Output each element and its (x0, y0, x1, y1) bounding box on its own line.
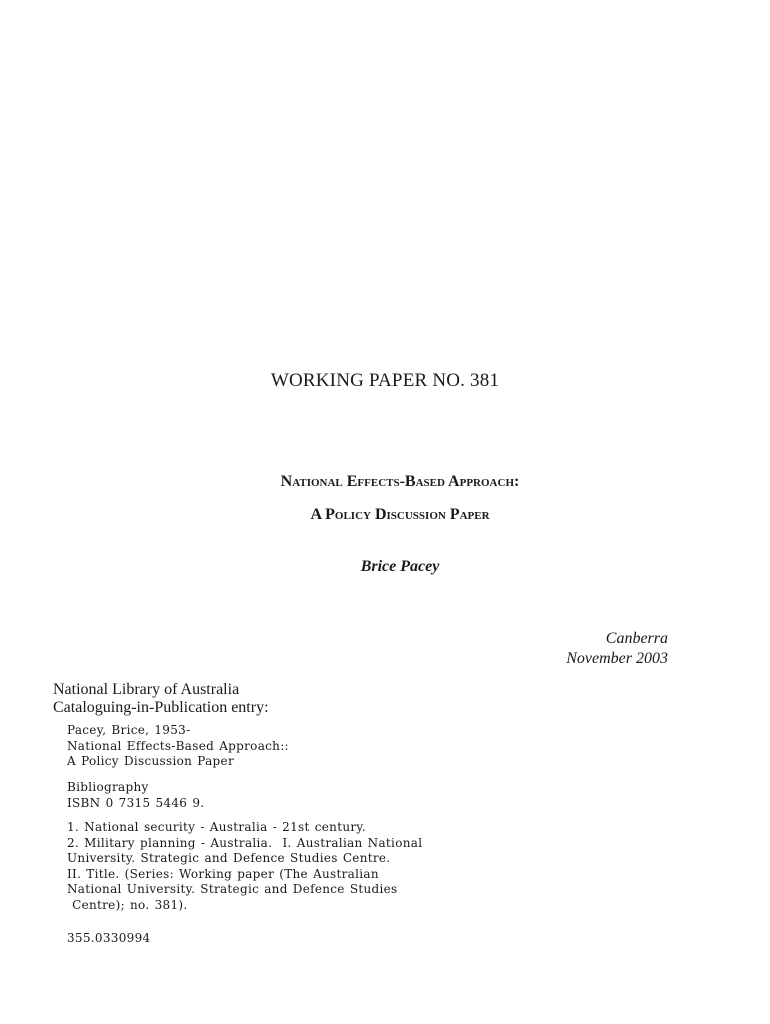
title-line-1: National Effects-Based Approach: (280, 473, 520, 490)
cip-heading (53, 681, 269, 717)
author-name: Brice Pacey (360, 558, 440, 575)
cip-line: A Policy Discussion Paper (67, 754, 234, 768)
cip-line: 355.0330994 (67, 931, 151, 945)
cip-line: Pacey, Brice, 1953- (67, 723, 191, 737)
cip-heading-line-1: National Library of Australia (53, 681, 240, 698)
cip-line: National Effects-Based Approach:: (67, 738, 289, 753)
cip-line: National University. Strategic and Defence Studies (67, 882, 398, 896)
cip-line: Centre); no. 381). (67, 897, 188, 912)
working-paper-number: WORKING PAPER NO. 381 (270, 370, 500, 391)
cip-line: Bibliography (67, 780, 149, 794)
cip-subjects-entry (67, 820, 422, 913)
place-date-block (566, 629, 668, 669)
cip-heading-line-2: Cataloguing-in-Publication entry: (53, 699, 269, 716)
cip-line: ISBN 0 7315 5446 9. (67, 795, 205, 810)
cip-line: 2. Military planning - Australia. I. Australian National (67, 835, 423, 850)
cip-line: University. Strategic and Defence Studies Centre. (67, 851, 391, 865)
cip-classification-number (67, 931, 150, 947)
title-line-2: A Policy Discussion Paper (310, 506, 490, 523)
cip-bibliography-entry (67, 780, 204, 811)
publication-place: Canberra (605, 630, 668, 647)
cip-line: II. Title. (Series: Working paper (The Australian (67, 866, 379, 881)
cip-line: 1. National security - Australia - 21st century. (67, 820, 366, 834)
publication-date: November 2003 (566, 650, 668, 667)
cip-author-entry (67, 723, 289, 770)
